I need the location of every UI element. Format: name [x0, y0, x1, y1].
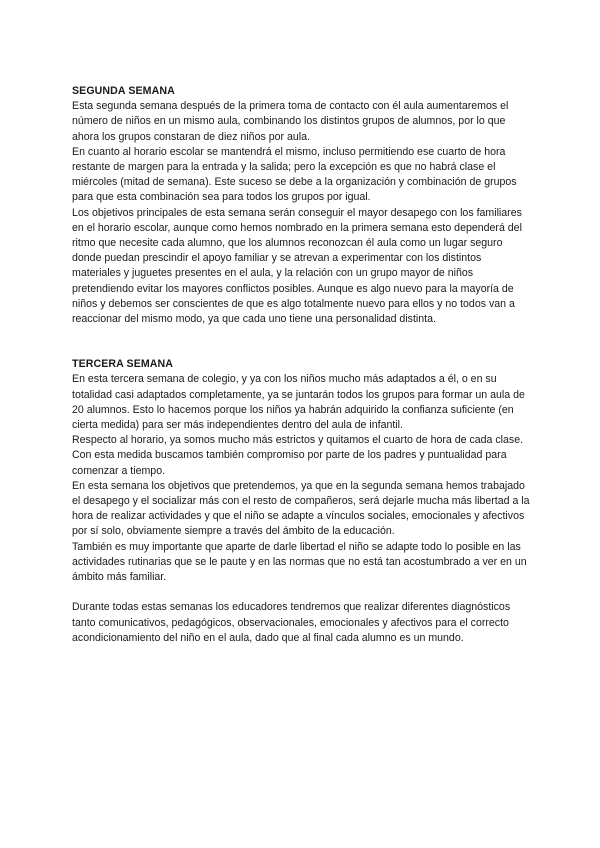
- section-heading: SEGUNDA SEMANA: [72, 85, 175, 97]
- section-heading: TERCERA SEMANA: [72, 358, 174, 371]
- section-tercera-semana: [72, 357, 532, 585]
- paragraph: En cuanto al horario escolar se mantendrá el mismo, incluso permitiendo ese cuarto de hora restante de margen para la entrada y la salida; pero la excepción es que no habrá clase el miércoles (mitad de semana). Este suceso se debe a la organización y combinación de grupos para que esta combinación sea para todos los grupos por igual.: [72, 145, 517, 204]
- paragraph: Respecto al horario, ya somos mucho más estrictos y quitamos el cuarto de hora de cada clase. Con esta medida buscamos también compromiso por parte de los padres y puntualidad para comenzar a tiempo.: [72, 434, 524, 477]
- spacer: [72, 585, 532, 600]
- closing-paragraph: Durante todas estas semanas los educadores tendremos que realizar diferentes diagnósticos tanto comunicativos, pedagógicos, observacionales, emocionales y afectivos para el correcto acondicionamiento del niño en el aula, dado que al final cada alumno es un mundo.: [72, 601, 511, 644]
- section-segunda-semana: [72, 84, 532, 327]
- paragraph: Los objetivos principales de esta semana serán conseguir el mayor desapego con los familiares en el horario escolar, aunque como hemos nombrado en la primera semana esto dependerá del ritmo que necesite cada alumno, que los alumnos reconozcan él aula como un lugar seguro donde puedan prescindir el apoyo familiar y se atrevan a experimentar con los distintos materiales y juguetes presentes en el aula, y la relación con un grupo mayor de niños pretendiendo evitar los mayores conflictos posibles. Aunque es algo nuevo para la mayoría de niños y debemos ser conscientes de que es algo totalmente nuevo para ellos y no todos van a reaccionar del mismo modo, ya que cada uno tiene una personalidad distinta.: [72, 206, 522, 326]
- document-page: [72, 84, 532, 646]
- paragraph: En esta tercera semana de colegio, y ya con los niños mucho más adaptados a él, o en su totalidad casi adaptados completamente, ya se juntarán todos los grupos para formar un aula de 20 alumnos. Esto lo hacemos porque los niños ya habrán adquirido la confianza suficiente (en cierta medida) para ser más independientes dentro del aula de infantil.: [72, 373, 525, 432]
- paragraph: Esta segunda semana después de la primera toma de contacto con él aula aumentaremos el número de niños en un mismo aula, combinando los distintos grupos de alumnos, por lo que ahora los grupos constaran de diez niños por aula.: [72, 100, 509, 143]
- paragraph: En esta semana los objetivos que pretendemos, ya que en la segunda semana hemos trabajado el desapego y el socializar más con el resto de compañeros, será dejarle mucha más libertad a la hora de realizar actividades y que el niño se adapte a vínculos sociales, emocionales y afectivos por sí solo, obviamente siempre a través del ámbito de la educación.: [72, 479, 530, 538]
- spacer: [72, 327, 532, 357]
- paragraph: También es muy importante que aparte de darle libertad el niño se adapte todo lo posible en las actividades rutinarias que se le paute y en las normas que no está tan acostumbrado a ver en un ámbito más familiar.: [72, 540, 527, 584]
